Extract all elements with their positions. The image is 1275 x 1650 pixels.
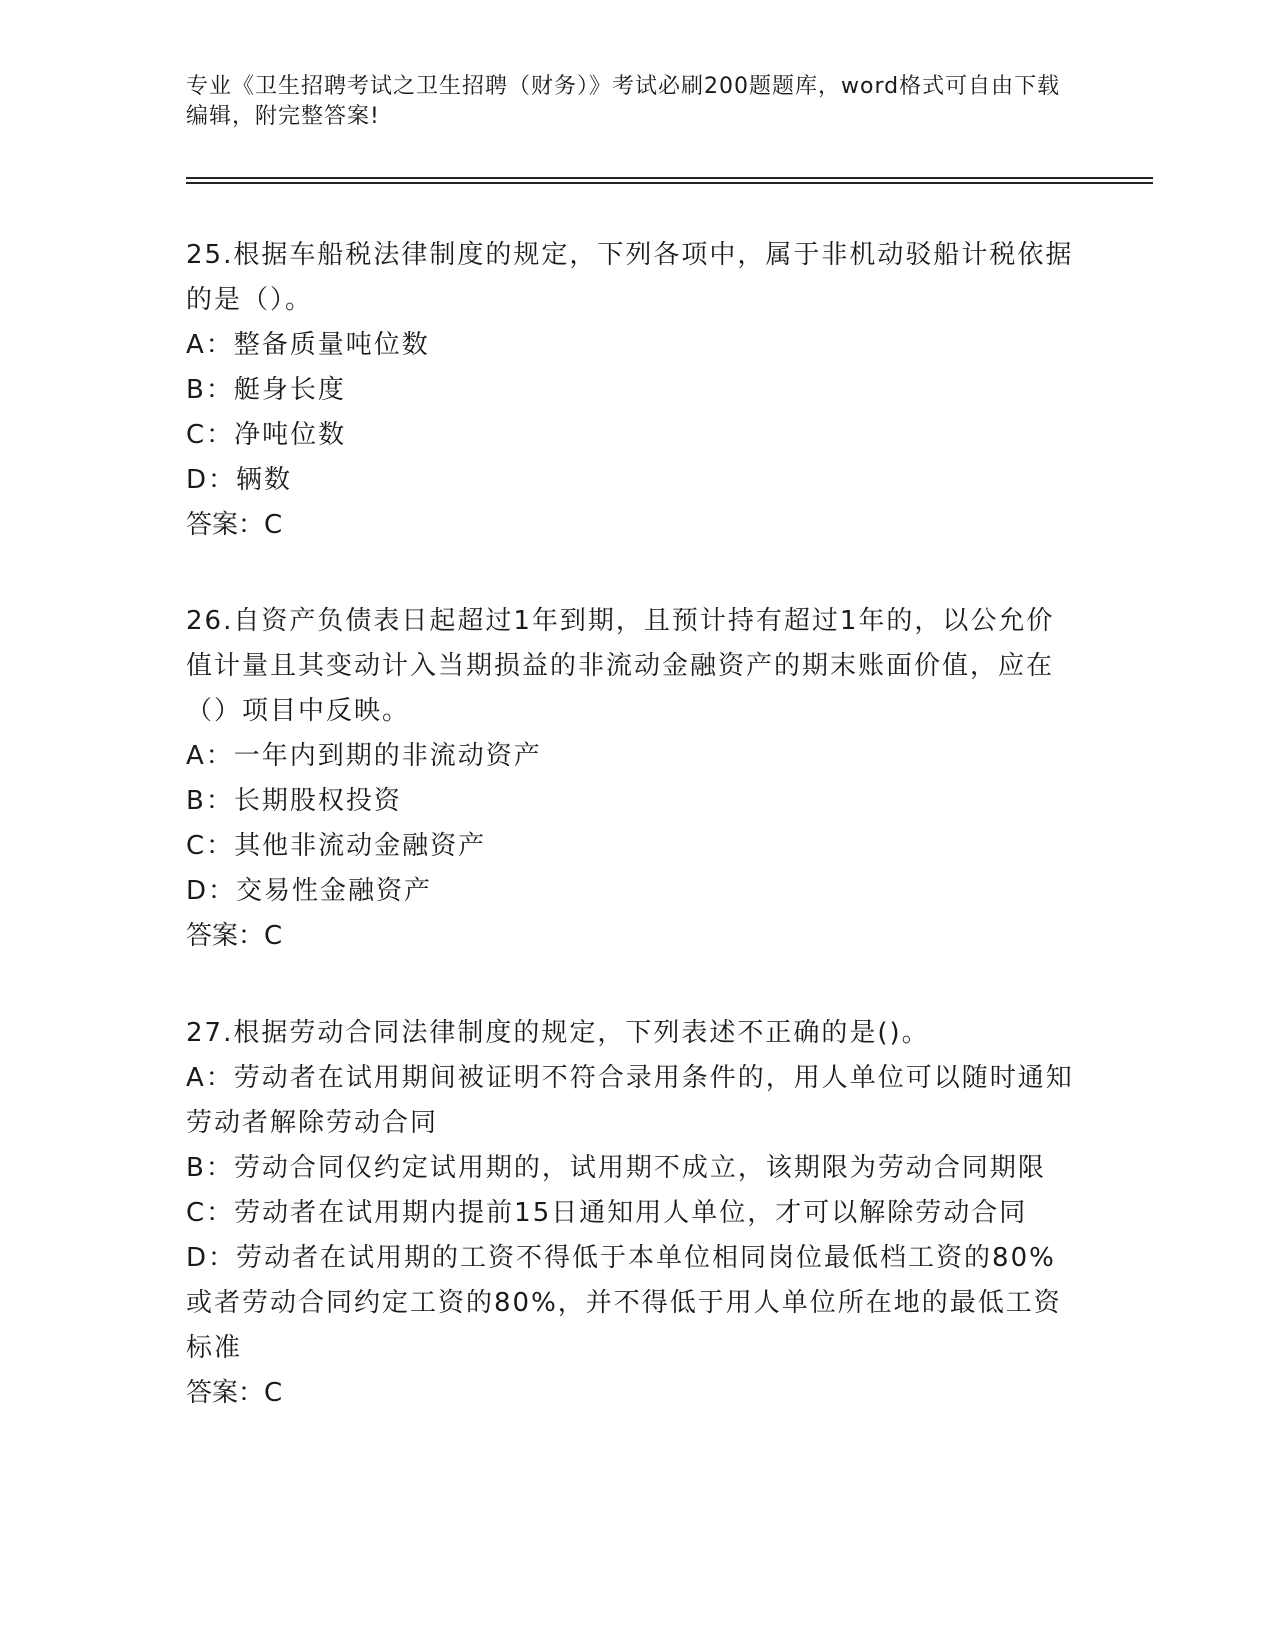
- option-a: A：劳动者在试用期间被证明不符合录用条件的，用人单位可以随时通知劳动者解除劳动合同: [186, 1063, 1074, 1138]
- answer-line: 答案：C: [186, 510, 283, 540]
- answer-line: 答案：C: [186, 921, 283, 951]
- header-divider-bottom: [186, 182, 1153, 184]
- header-intro-text: 专业《卫生招聘考试之卫生招聘（财务）》考试必刷200题题库，word格式可自由下载编辑，附完整答案!: [186, 74, 1061, 129]
- option-d: D：劳动者在试用期的工资不得低于本单位相同岗位最低档工资的80%或者劳动合同约定工资的80%，并不得低于用人单位所在地的最低工资标准: [186, 1243, 1062, 1363]
- option-b: B：艇身长度: [186, 375, 346, 405]
- question-stem: 26.自资产负债表日起超过1年到期，且预计持有超过1年的，以公允价值计量且其变动计入当期损益的非流动金融资产的期末账面价值，应在（）项目中反映。: [186, 606, 1055, 726]
- option-b: B：长期股权投资: [186, 786, 402, 816]
- question-25: [186, 233, 1081, 548]
- document-header: [186, 72, 1066, 132]
- question-stem: 27.根据劳动合同法律制度的规定，下列表述不正确的是()。: [186, 1018, 930, 1048]
- option-a: A：一年内到期的非流动资产: [186, 741, 542, 771]
- option-b: B：劳动合同仅约定试用期的，试用期不成立，该期限为劳动合同期限: [186, 1153, 1046, 1183]
- option-d: D：辆数: [186, 465, 293, 495]
- option-d: D：交易性金融资产: [186, 876, 433, 906]
- option-c: C：劳动者在试用期内提前15日通知用人单位，才可以解除劳动合同: [186, 1198, 1028, 1228]
- question-27: [186, 1011, 1081, 1416]
- question-stem: 25.根据车船税法律制度的规定，下列各项中，属于非机动驳船计税依据的是（）。: [186, 240, 1074, 315]
- answer-line: 答案：C: [186, 1378, 283, 1408]
- option-c: C：净吨位数: [186, 420, 347, 450]
- question-26: [186, 599, 1081, 959]
- header-divider-top: [186, 177, 1153, 179]
- option-c: C：其他非流动金融资产: [186, 831, 487, 861]
- option-a: A：整备质量吨位数: [186, 330, 430, 360]
